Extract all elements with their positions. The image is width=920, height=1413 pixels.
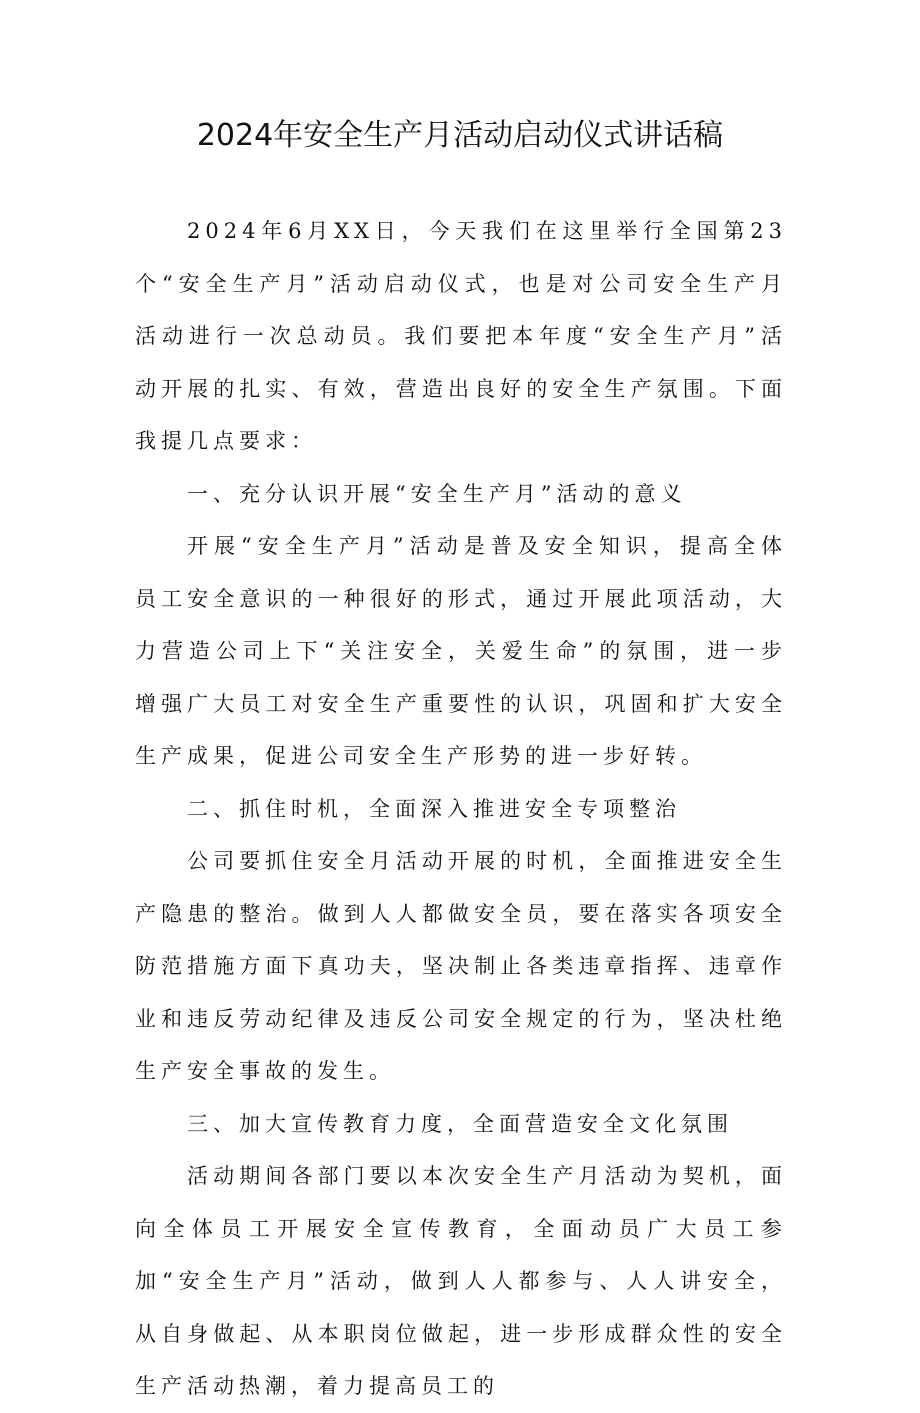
intro-paragraph: 2024年6月XX日，今天我们在这里举行全国第23个“安全生产月”活动启动仪式，也是对公司安全生产月活动进行一次总动员。我们要把本年度“安全生产月”活动开展的扎实、有效，营造出良好的安全生产氛围。下面我提几点要求： [135, 219, 787, 453]
section-paragraph-2: 公司要抓住安全月活动开展的时机，全面推进安全生产隐患的整治。做到人人都做安全员，要在落实各项安全防范措施方面下真功夫，坚决制止各类违章指挥、违章作业和违反劳动纪律及违反公司安全规定的行为，坚决杜绝生产安全事故的发生。 [135, 849, 787, 1083]
section-heading-2: 二、抓住时机，全面深入推进安全专项整治 [187, 796, 681, 821]
document-body [135, 205, 787, 1413]
section-paragraph-3: 活动期间各部门要以本次安全生产月活动为契机，面向全体员工开展安全宣传教育，全面动员广大员工参加“安全生产月”活动，做到人人都参与、人人讲安全，从自身做起、从本职岗位做起，进一步形成群众性的安全生产活动热潮，着力提高员工的 [135, 1164, 787, 1398]
section-heading-1: 一、充分认识开展“安全生产月”活动的意义 [187, 481, 687, 506]
section-paragraph-1: 开展“安全生产月”活动是普及安全知识，提高全体员工安全意识的一种很好的形式，通过开展此项活动，大力营造公司上下“关注安全，关爱生命”的氛围，进一步增强广大员工对安全生产重要性的认识，巩固和扩大安全生产成果，促进公司安全生产形势的进一步好转。 [135, 534, 787, 768]
document-title: 2024年安全生产月活动启动仪式讲话稿 [196, 118, 724, 153]
section-heading-3: 三、加大宣传教育力度，全面营造安全文化氛围 [187, 1111, 733, 1136]
